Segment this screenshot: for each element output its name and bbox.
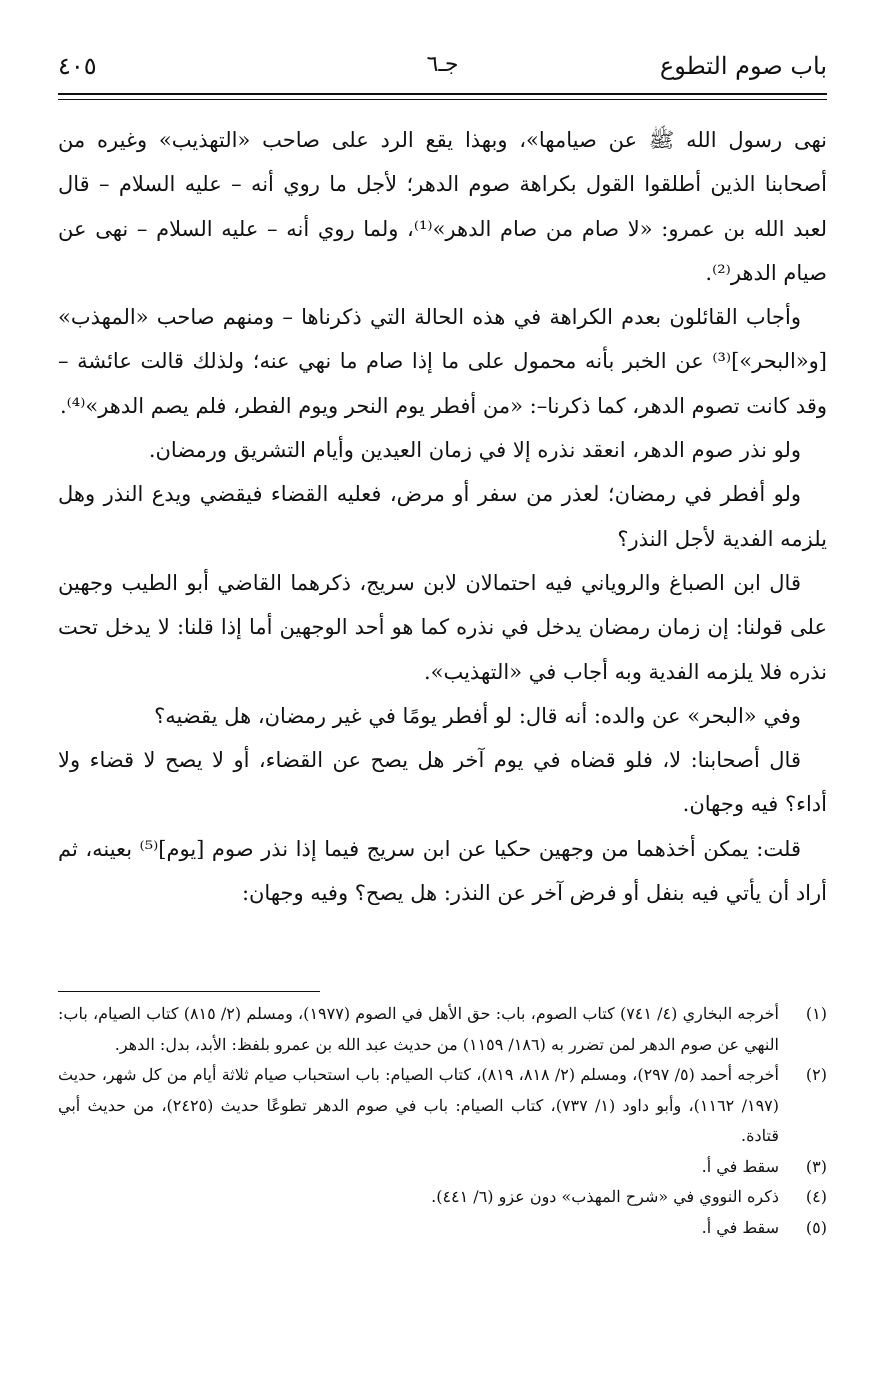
footnote-separator [58, 991, 320, 992]
page-number: ٤٠٥ [58, 52, 97, 80]
paragraph: قلت: يمكن أخذهما من وجهين حكيا عن ابن سريج فيما إذا نذر صوم [يوم]⁽⁵⁾ بعينه، ثم أراد أن يأتي فيه بنفل أو فرض آخر عن النذر: هل يصح؟ وفيه وجهان: [58, 836, 827, 906]
footnote-number: (٤) [805, 1187, 827, 1206]
footnote-text: أخرجه أحمد (٥/ ٢٩٧)، ومسلم (٢/ ٨١٨، ٨١٩)، كتاب الصيام: باب استحباب صيام ثلاثة أيام من كل شهر، حديث (١٩٧/ ١١٦٢)، وأبو داود (١/ ٧٣٧)، كتاب الصيام: باب في صوم الدهر تطوعًا حديث (٢٤٢٥)، من حديث أبي قتادة. [58, 1065, 779, 1145]
footnote [58, 1182, 827, 1213]
footnote-number: (٢) [805, 1065, 827, 1084]
footnotes [58, 999, 827, 1243]
footnote-text: أخرجه البخاري (٤/ ٧٤١) كتاب الصوم، باب: حق الأهل في الصوم (١٩٧٧)، ومسلم (٢/ ٨١٥) كتاب الصيام، باب: النهي عن صوم الدهر لمن تضرر به (١٨٦/ ١١٥٩) من حديث عبد الله بن عمرو بلفظ: الأبد، بدل: الدهر. [58, 1004, 779, 1054]
paragraph: وأجاب القائلون بعدم الكراهة في هذه الحالة التي ذكرناها – ومنهم صاحب «المهذب» [و«البحر»]⁽³⁾ عن الخبر بأنه محمول على ما إذا صام ما نهي عنه؛ ولذلك قالت عائشة – وقد كانت تصوم الدهر، كما ذكرنا–: «من أفطر يوم النحر ويوم الفطر، فلم يصم الدهر»⁽⁴⁾. [58, 305, 827, 418]
volume-label: جـ٦ [426, 52, 459, 77]
footnote [58, 1060, 827, 1152]
paragraph: قال أصحابنا: لا، فلو قضاه في يوم آخر هل يصح عن القضاء، أو لا يصح لا قضاء ولا أداء؟ فيه وجهان. [58, 748, 827, 817]
footnote-text: سقط في أ. [701, 1156, 779, 1176]
footnote-number: (١) [805, 1004, 827, 1023]
footnote-text: ذكره النووي في «شرح المهذب» دون عزو (٦/ ٤٤١). [431, 1187, 779, 1206]
footnote [58, 1152, 827, 1183]
paragraph: ولو نذر صوم الدهر، انعقد نذره إلا في زمان العيدين وأيام التشريق ورمضان. [148, 438, 801, 463]
header-rule-thin [58, 99, 827, 100]
chapter-title: باب صوم التطوع [659, 52, 827, 80]
footnote [58, 1213, 827, 1244]
paragraph: ولو أفطر في رمضان؛ لعذر من سفر أو مرض، فعليه القضاء فيقضي ويدع النذر وهل يلزمه الفدية لأجل النذر؟ [58, 482, 827, 551]
main-text [58, 118, 827, 915]
footnote-number: (٥) [805, 1217, 827, 1237]
footnote-text: سقط في أ. [701, 1217, 779, 1237]
paragraph: وفي «البحر» عن والده: أنه قال: لو أفطر يومًا في غير رمضان، هل يقضيه؟ [154, 703, 801, 728]
footnote-number: (٣) [805, 1156, 827, 1176]
footnote [58, 999, 827, 1060]
paragraph: قال ابن الصباغ والروياني فيه احتمالان لابن سريج، ذكرهما القاضي أبو الطيب وجهين على قولنا: إن زمان رمضان يدخل في نذره كما هو أحد الوجهين أما إذا قلنا: لا يدخل تحت نذره فلا يلزمه الفدية وبه أجاب في «التهذيب». [58, 570, 827, 684]
paragraph: نهى رسول الله ﷺ عن صيامها»، وبهذا يقع الرد على صاحب «التهذيب» وغيره من أصحابنا الذين أطلقوا القول بكراهة صوم الدهر؛ لأجل ما روي أنه – عليه السلام – قال لعبد الله بن عمرو: «لا صام من صام الدهر»⁽¹⁾، ولما روي أنه – عليه السلام – نهى عن صيام الدهر⁽²⁾. [58, 128, 827, 285]
page-header [58, 52, 827, 92]
header-rule [58, 93, 827, 95]
